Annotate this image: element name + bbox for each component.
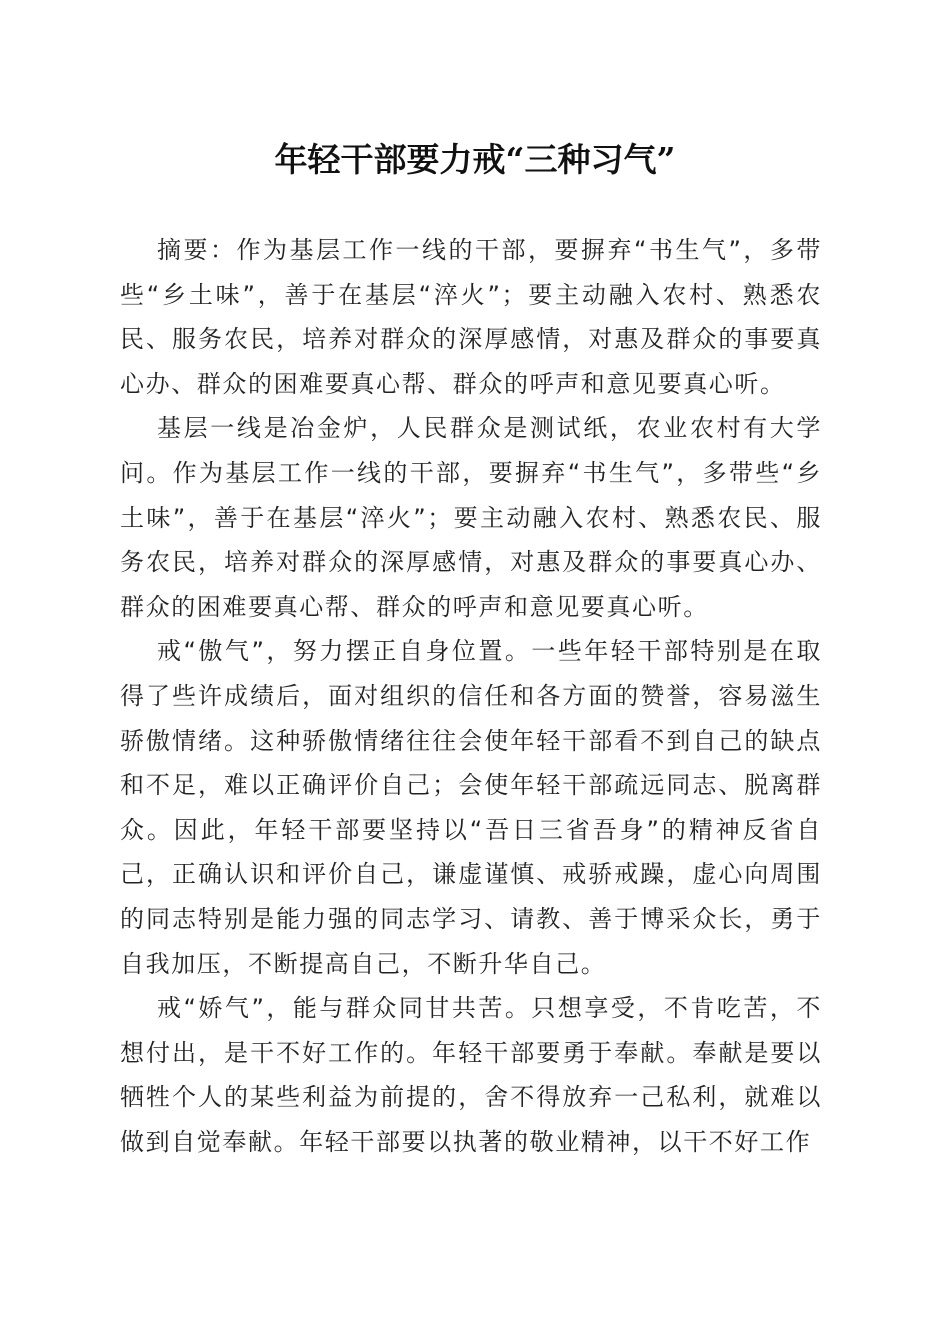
paragraph-arrogance: 戒“傲气”，努力摆正自身位置。一些年轻干部特别是在取得了些许成绩后，面对组织的信任和各方面的赞誉，容易滋生骄傲情绪。这种骄傲情绪往往会使年轻干部看不到自己的缺点和不足，难以正确评价自己；会使年轻干部疏远同志、脱离群众。因此，年轻干部要坚持以“吾日三省吾身”的精神反省自己，正确认识和评价自己，谦虚谨慎、戒骄戒躁，虚心向周围的同志特别是能力强的同志学习、请教、善于博采众长，勇于自我加压，不断提高自己，不断升华自己。	[120, 637, 822, 978]
paragraph-delicacy: 戒“娇气”，能与群众同甘共苦。只想享受，不肯吃苦，不想付出，是干不好工作的。年轻干部要勇于奉献。奉献是要以牺牲个人的某些利益为前提的，舍不得放弃一己私利，就难以做到自觉奉献。年轻干部要以执著的敬业精神，以干不好工作	[120, 994, 822, 1156]
paragraph-abstract: 摘要：作为基层工作一线的干部，要摒弃“书生气”，多带些“乡土味”，善于在基层“淬火”；要主动融入农村、熟悉农民、服务农民，培养对群众的深厚感情，对惠及群众的事要真心办、群众的困难要真心帮、群众的呼声和意见要真心听。	[120, 236, 822, 398]
document-body	[120, 228, 822, 1164]
paragraph-intro: 基层一线是冶金炉，人民群众是测试纸，农业农村有大学问。作为基层工作一线的干部，要摒弃“书生气”，多带些“乡土味”，善于在基层“淬火”；要主动融入农村、熟悉农民、服务农民，培养对群众的深厚感情，对惠及群众的事要真心办、群众的困难要真心帮、群众的呼声和意见要真心听。	[120, 414, 822, 621]
document-title: 年轻干部要力戒“三种习气”	[274, 140, 676, 179]
